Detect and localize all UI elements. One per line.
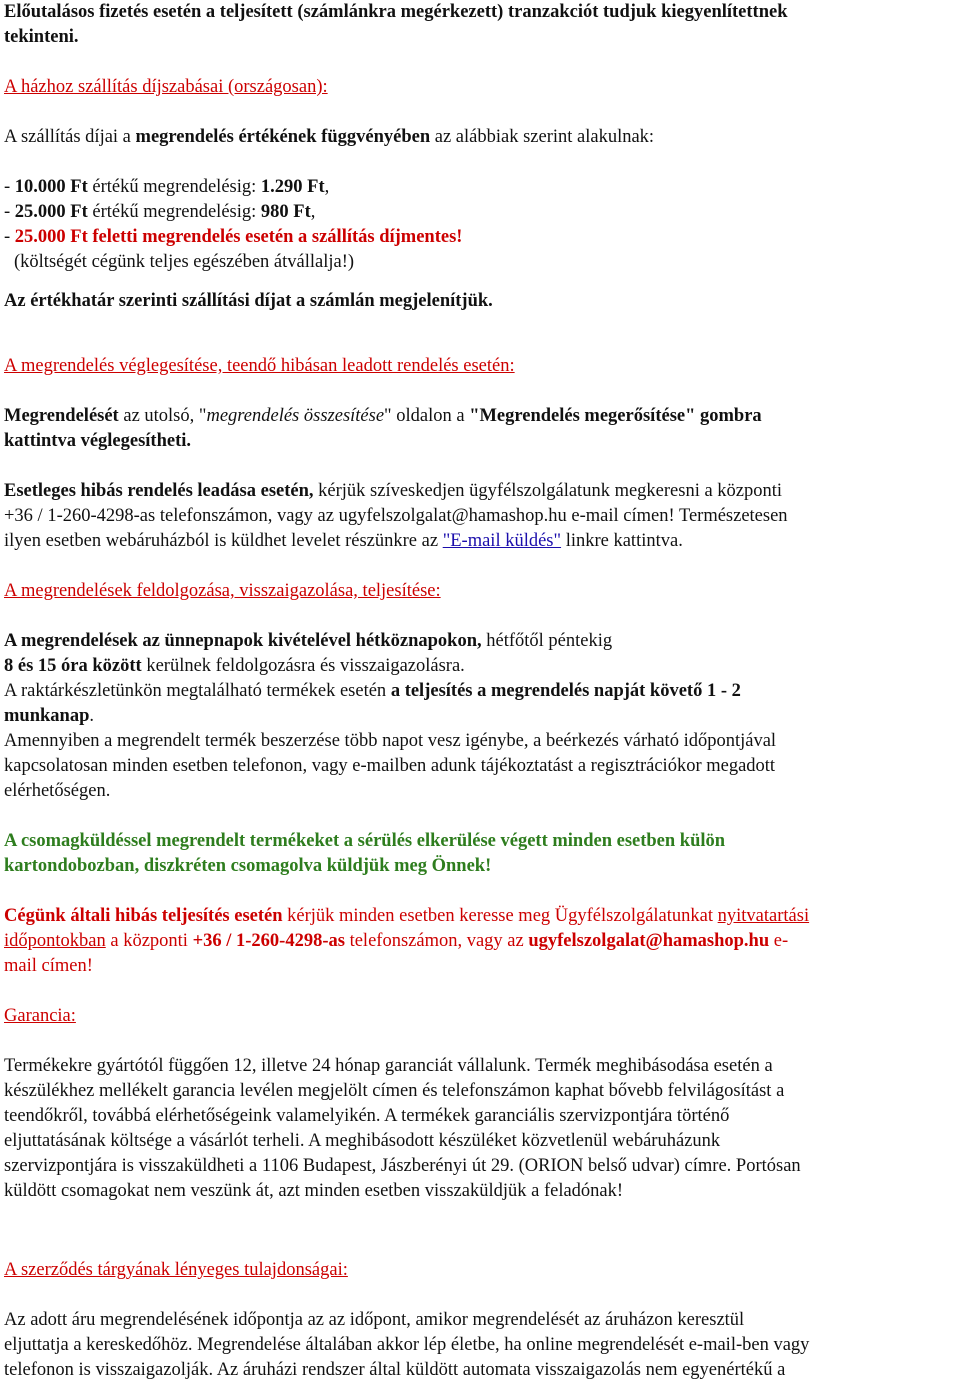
shipping-rate-2: - 25.000 Ft értékű megrendelésig: 980 Ft, (4, 202, 316, 222)
shipping-intro: A szállítás díjai a megrendelés értékének függvényében az alábbiak szerint alakulnak: (4, 127, 655, 147)
packaging-note: A csomagküldéssel megrendelt termékeket a sérülés elkerülése végett minden esetben külön (4, 831, 726, 851)
contract-heading: A szerződés tárgyának lényeges tulajdonságai: (4, 1260, 348, 1280)
opening-hours-link[interactable]: nyitvatartási (717, 906, 810, 926)
warranty-section: Garancia: Termékekre gyártótól függően 12, illetve 24 hónap garanciát vállalunk. Termék meghibásodása esetén a készülékhez mellékelt garancia levélen megjelölt címen és telefonszámon kaphat bővebb felvilágosítást a teendőkről, továbbá elérhetőségeink valamelyikén. A termékek garanciális szervizpontjára történő eljuttatásának költsége a vásárlót terheli. A meghibásodott készüléket közvetlenül webáruházunk szervizpontjára is visszaküldheti a 1106 Budapest, Jászberényi út 29. (ORION belső udvar) címre. Portósan küldött csomagokat nem veszünk át, azt minden esetben visszaküldjük a feladónak! (4, 1004, 952, 1204)
shipping-invoice-note: Az értékhatár szerinti szállítási díjat a számlán megjelenítjük. (4, 291, 493, 311)
shipping-rate-3: - 25.000 Ft feletti megrendelés esetén a szállítás díjmentes! (4, 227, 463, 247)
shipping-rate-1: - 10.000 Ft értékű megrendelésig: 1.290 Ft, (4, 177, 330, 197)
intro-line-2: tekinteni. (4, 27, 79, 47)
shipping-free-note: (költségét cégünk teljes egészében átvállalja!) (14, 252, 355, 272)
finalize-heading: A megrendelés véglegesítése, teendő hibásan leadott rendelés esetén: (4, 356, 515, 376)
contract-section: A szerződés tárgyának lényeges tulajdonságai: Az adott áru megrendelésének időpontja az az időpont, amikor megrendelését az áruházon keresztül eljuttatja a kereskedőhöz. Megrendelése általában akkor lép életbe, ha online megrendelését e-mail-ben vagy telefonon is visszaigazolják. Az áruházi rendszer által küldött automata visszaigazolás nem egyenértékű a (4, 1258, 952, 1383)
email-send-link[interactable]: "E-mail küldés" (442, 531, 562, 551)
shipping-heading: A házhoz szállítás díjszabásai (országosan): (4, 77, 328, 97)
finalize-paragraph-2: Esetleges hibás rendelés leadása esetén, kérjük szíveskedjen ügyfélszolgálatunk megkeresni a központi (4, 481, 783, 501)
intro-line-1: Előutalásos fizetés esetén a teljesített (számlánkra megérkezett) tranzakciót tudjuk kiegyenlítettnek (4, 2, 788, 22)
warranty-heading: Garancia: (4, 1006, 76, 1026)
finalize-section: A megrendelés véglegesítése, teendő hibásan leadott rendelés esetén: Megrendelését az utolsó, "megrendelés összesítése" oldalon a "Megrendelés megerősítése" gombra kattintva véglegesítheti. Esetleges hibás rendelés leadása esetén, kérjük szíveskedjen ügyfélszolgálatunk megkeresni a központi +36 / 1-260-4298-as telefonszámon, vagy az ugyfelszolgalat@hamashop.hu e-mail címen! Természetesen ilyen esetben webáruházból is küldhet levelet részünkre az "E-mail küldés" linkre kattintva. (4, 354, 952, 554)
processing-section: A megrendelések feldolgozása, visszaigazolása, teljesítése: A megrendelések az ünnepnapok kivételével hétköznapokon, hétfőtől péntekig 8 és 15 óra között kerülnek feldolgozásra és visszaigazolásra. A raktárkészletünkön megtalálható termékek esetén a teljesítés a megrendelés napját követő 1 - 2 munkanap. Amennyiben a megrendelt termék beszerzése több napot vesz igénybe, a beérkezés várható időpontjával kapcsolatosan minden esetben telefonon, vagy e-mailben adunk tájékoztatást a regisztrációkor megadott elérhetőségen. A csomagküldéssel megrendelt termékeket a sérülés elkerülése végett minden esetben külön kartondobozban, diszkréten csomagolva küldjük meg Önnek! Cégünk általi hibás teljesítés esetén kérjük minden esetben keresse meg Ügyfélszolgálatunkat nyitvatartási időpontokban a központi +36 / 1-260-4298-as telefonszámon, vagy az ugyfelszolgalat@hamashop.hu e- mail címen! (4, 579, 952, 979)
finalize-paragraph-1: Megrendelését az utolsó, "megrendelés összesítése" oldalon a "Megrendelés megerősítése" gombra (4, 406, 762, 426)
document-page (4, 0, 952, 1383)
processing-heading: A megrendelések feldolgozása, visszaigazolása, teljesítése: (4, 581, 441, 601)
intro-paragraph (4, 0, 952, 50)
opening-hours-link-cont[interactable]: időpontokban (4, 931, 106, 951)
faulty-fulfillment-note: Cégünk általi hibás teljesítés esetén kérjük minden esetben keresse meg Ügyfélszolgálatunkat nyitvatartási (4, 906, 810, 926)
shipping-section (4, 75, 952, 314)
